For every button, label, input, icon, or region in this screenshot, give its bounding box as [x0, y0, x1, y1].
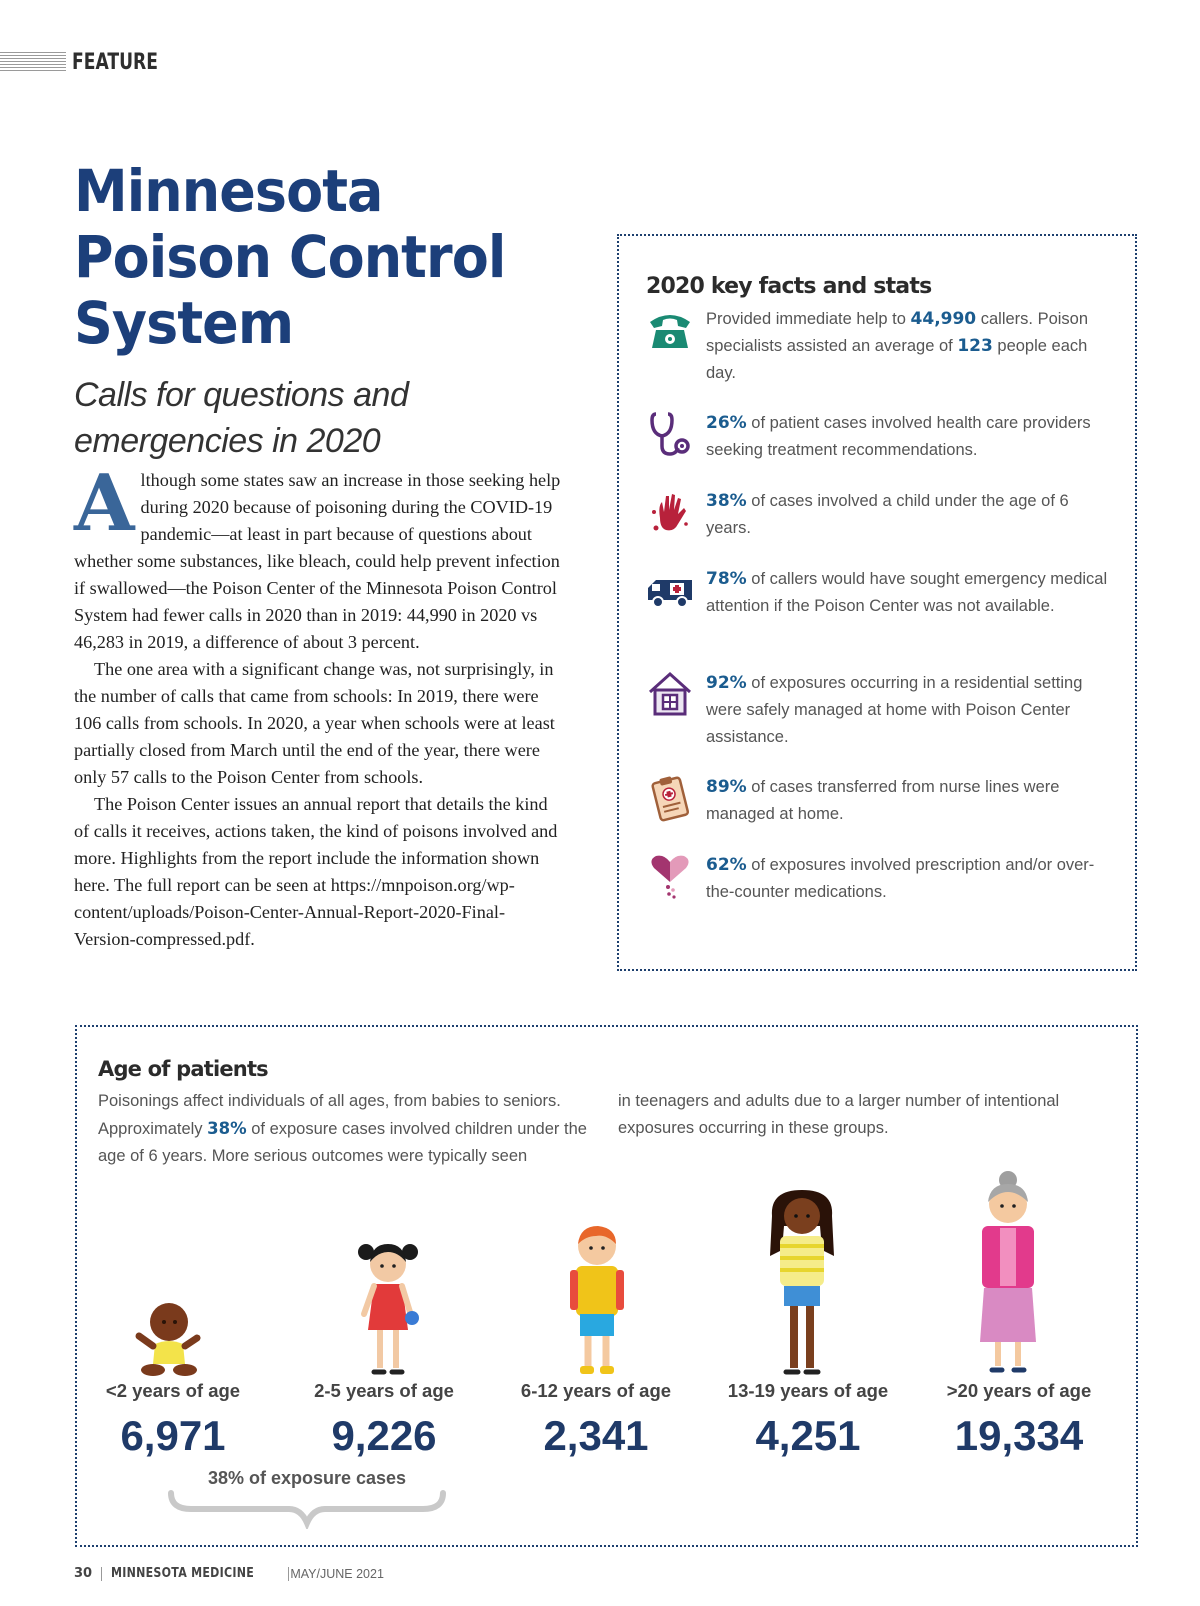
paragraph-2: The one area with a significant change was, not surprisingly, in the number of calls that came from schools: In 2019, there were 106 calls from schools. In 2020, a year when schools were at least partially closed from March until the end of the year, there were only 57 calls to the Poison Center from schools.: [74, 659, 555, 787]
fact-text: 26% of patient cases involved health care providers seeking treatment recommendations.: [706, 413, 1091, 459]
issue-date: MAY/JUNE 2021: [290, 1566, 384, 1581]
fact-item: [646, 852, 1116, 906]
age-text-right: in teenagers and adults due to a larger number of intentional exposures occurring in these groups.: [618, 1092, 1060, 1137]
fact-text: 38% of cases involved a child under the age of 6 years.: [706, 491, 1069, 537]
subtitle: [74, 372, 574, 464]
adult-senior-figure: [970, 1170, 1046, 1380]
fact-item: [646, 670, 1116, 751]
fact-text: Provided immediate help to 44,990 callers. Poison specialists assisted an average of 123 people each day.: [706, 309, 1089, 382]
page-number: 30: [74, 1566, 93, 1581]
age-group-6-12: [496, 1380, 696, 1460]
fact-text: 78% of callers would have sought emergency medical attention if the Poison Center was not available.: [706, 569, 1108, 615]
subtitle-line: Calls for questions and: [74, 376, 409, 414]
age-title: Age of patients: [98, 1057, 268, 1081]
fact-item: [646, 488, 1116, 542]
child-boy-figure: [562, 1222, 632, 1382]
age-group-count: 6,971: [120, 1412, 226, 1459]
pill-heart-icon: [646, 852, 694, 900]
article-body: [74, 458, 564, 953]
bracket-label: 38% of exposure cases: [207, 1468, 407, 1488]
fact-item: [646, 566, 1116, 620]
section-label: FEATURE: [72, 49, 158, 75]
ambulance-icon: [646, 566, 694, 614]
drop-cap: A: [74, 458, 135, 549]
curly-brace-icon: [167, 1489, 447, 1529]
section-header: [0, 48, 182, 76]
page-footer: [74, 1566, 384, 1581]
title-line: Poison Control: [74, 223, 506, 291]
teenager-figure: [762, 1186, 842, 1382]
page-title: [74, 158, 594, 356]
header-rule-decoration: [0, 52, 66, 72]
handprint-icon: [646, 488, 694, 536]
age-text-left: Poisonings affect individuals of all ages, from babies to seniors. Approximately 38% of exposure cases involved children under the age of 6 years. More serious outcomes were typically seen: [98, 1092, 587, 1165]
age-group-label: >20 years of age: [946, 1380, 1092, 1401]
age-group-count: 19,334: [954, 1412, 1084, 1459]
fact-item: [646, 774, 1116, 828]
age-group-count: 4,251: [755, 1412, 861, 1459]
stethoscope-icon: [646, 410, 694, 458]
clipboard-icon: [646, 774, 694, 822]
fact-text: 89% of cases transferred from nurse lines were managed at home.: [706, 777, 1060, 823]
paragraph-1-text: lthough some states saw an increase in those seeking help during 2020 because of poisoning during the COVID-19 pandemic—at least in part because of questions about whether some substances, like bleach, could help prevent infection if swallowed—the Poison Center of the Minnesota Poison Control System had fewer calls in 2020 than in 2019: 44,990 in 2020 vs 46,283 in 2019, a difference of about 3 percent.: [74, 470, 561, 652]
phone-icon: [646, 306, 694, 354]
age-group-20-plus: [919, 1380, 1119, 1460]
age-group-label: 2-5 years of age: [314, 1380, 454, 1401]
footer-divider: [288, 1567, 289, 1581]
age-group-label: 13-19 years of age: [727, 1380, 889, 1401]
fact-text: 92% of exposures occurring in a residential setting were safely managed at home with Poison Center assistance.: [706, 673, 1083, 746]
age-group-under-2: [73, 1380, 273, 1460]
paragraph-1: [74, 458, 564, 656]
subtitle-line: emergencies in 2020: [74, 422, 381, 460]
fact-text: 62% of exposures involved prescription and/or over-the-counter medications.: [706, 855, 1095, 901]
footer-divider: [101, 1567, 102, 1581]
fact-item: [646, 410, 1116, 464]
age-group-count: 9,226: [331, 1412, 437, 1459]
key-facts-title: 2020 key facts and stats: [646, 274, 932, 299]
house-icon: [646, 670, 694, 718]
magazine-name: MINNESOTA MEDICINE: [111, 1566, 255, 1581]
age-group-label: 6-12 years of age: [520, 1380, 672, 1401]
title-line: System: [74, 289, 294, 357]
age-group-13-19: [708, 1380, 908, 1460]
age-group-2-5: [284, 1380, 484, 1460]
toddler-girl-figure: [352, 1238, 424, 1378]
paragraph-3: The Poison Center issues an annual report that details the kind of calls it receives, actions taken, the kind of poisons involved and more. Highlights from the report include the information shown here. The full report can be seen at https://mnpoison.org/wp-content/uploads/Poison-Center-Annual-Report-2020-Final-Version-compressed.pdf.: [74, 794, 558, 949]
baby-figure: [133, 1300, 203, 1378]
age-group-count: 2,341: [543, 1412, 649, 1459]
exposure-bracket: [167, 1468, 447, 1534]
age-group-label: <2 years of age: [105, 1380, 241, 1401]
fact-item: [646, 306, 1116, 387]
title-line: Minnesota: [74, 157, 383, 225]
